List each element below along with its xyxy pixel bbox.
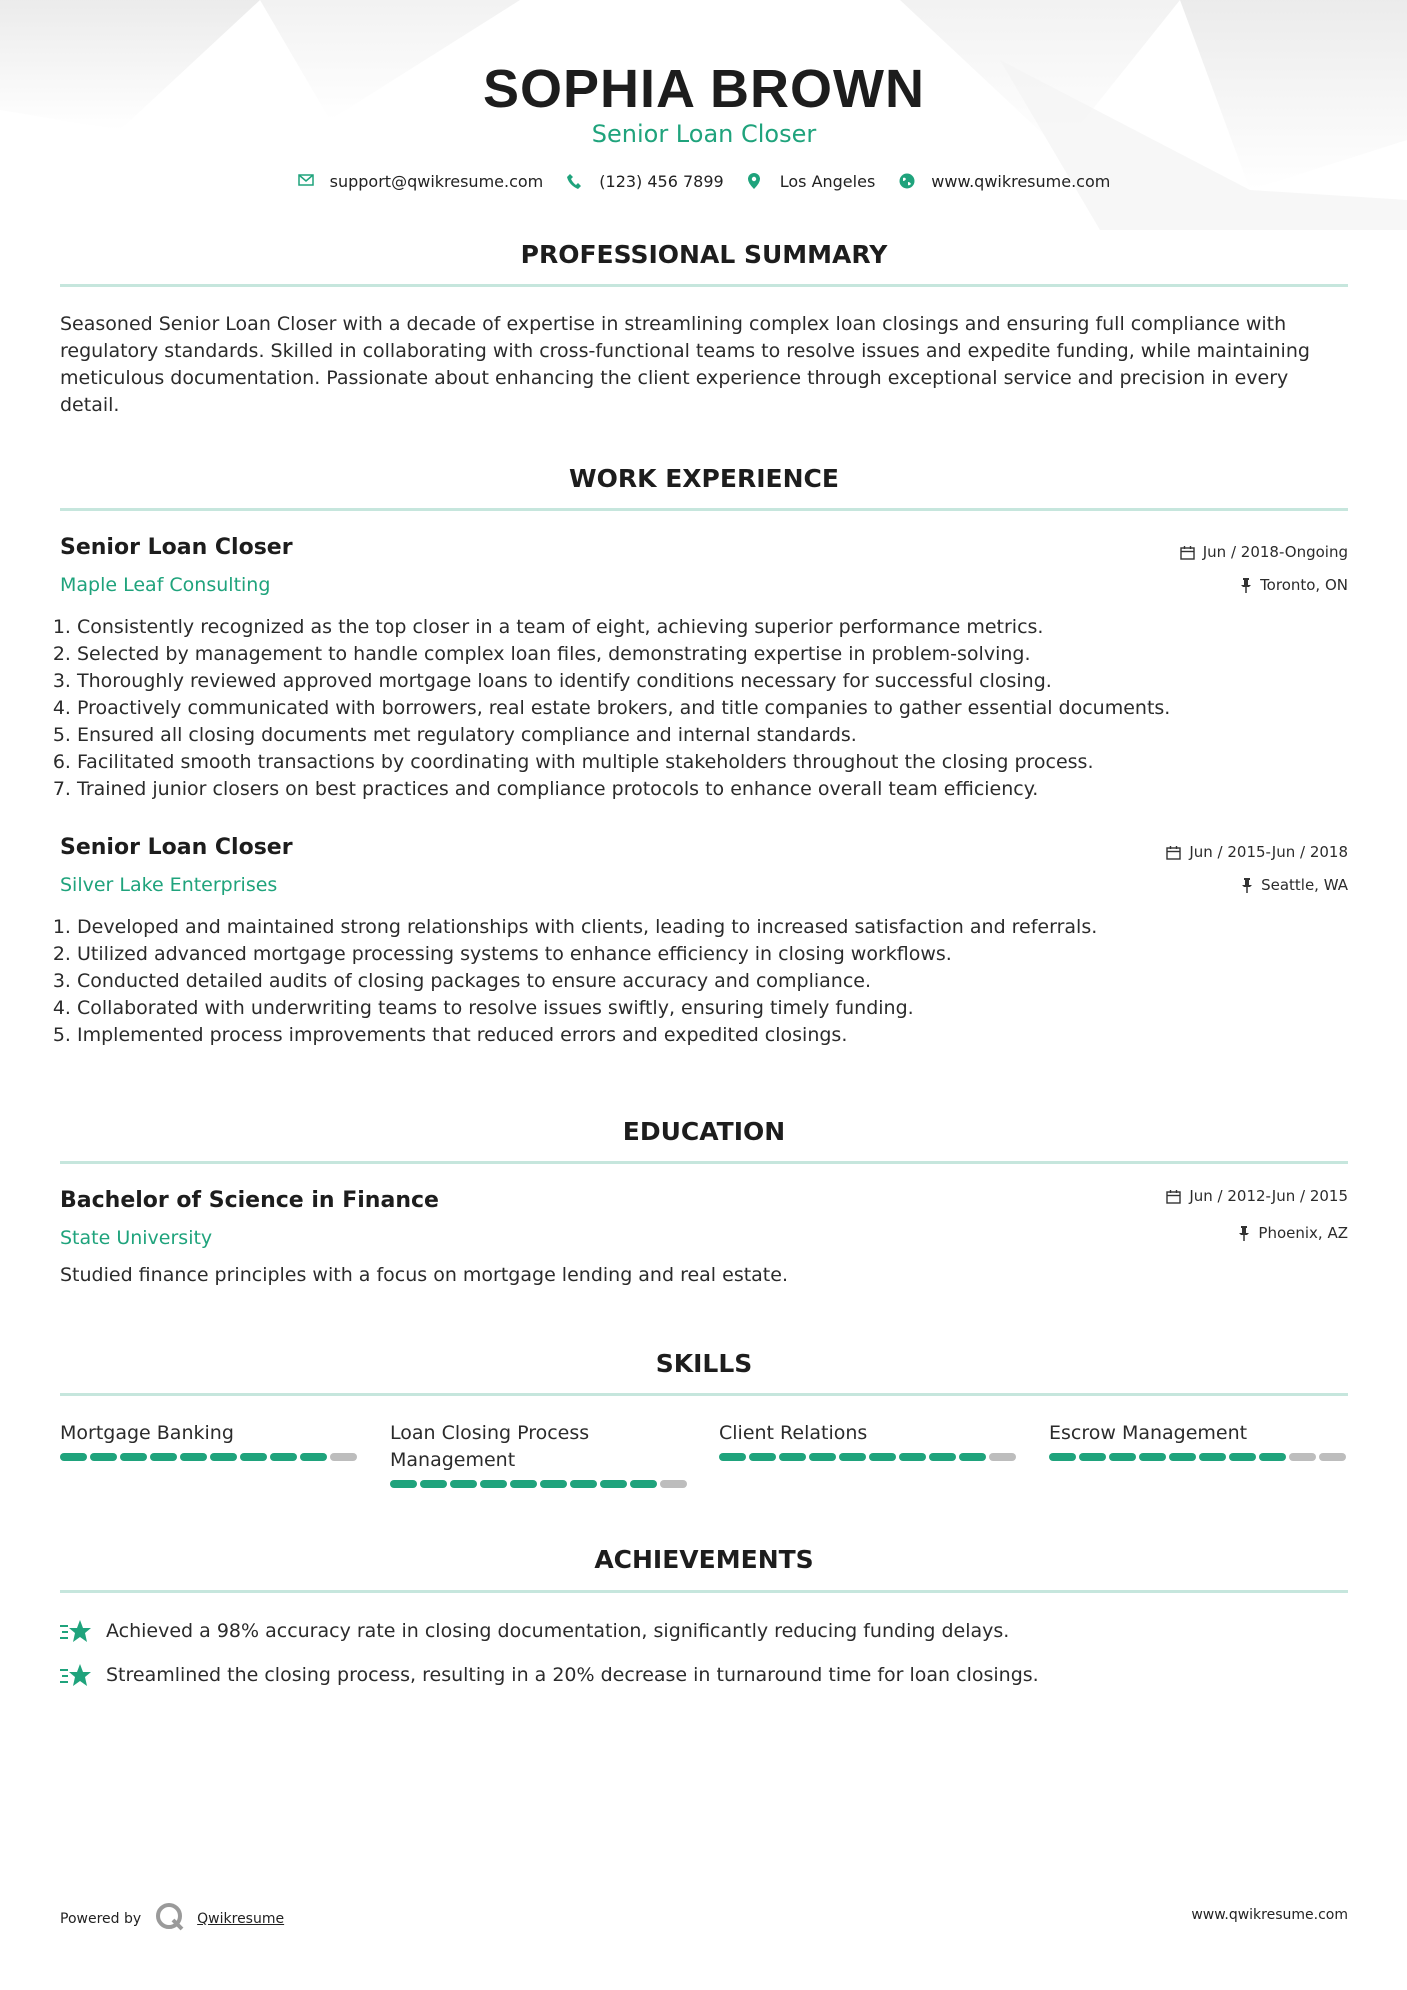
globe-icon	[899, 173, 917, 191]
skill-level-segment	[150, 1453, 177, 1461]
skill-level-bar	[1049, 1453, 1349, 1461]
skill-level-segment	[1079, 1453, 1106, 1461]
list-item: 1. Developed and maintained strong relationships with clients, leading to increased satisfaction and referrals.	[77, 914, 1347, 941]
skill-item	[719, 1420, 1019, 1461]
education-location-text: Phoenix, AZ	[1258, 1224, 1348, 1242]
experience-heading: WORK EXPERIENCE	[569, 464, 839, 493]
job-date	[1166, 843, 1348, 861]
skill-level-segment	[899, 1453, 926, 1461]
skill-level-segment	[60, 1453, 87, 1461]
skill-name: Client Relations	[719, 1422, 868, 1444]
skill-level-segment	[1289, 1453, 1316, 1461]
skill-level-segment	[929, 1453, 956, 1461]
qwikresume-logo-icon	[155, 1902, 185, 1936]
website-text: www.qwikresume.com	[931, 172, 1111, 191]
skills-divider	[60, 1393, 1348, 1396]
achievement-text: Streamlined the closing process, resulting in a 20% decrease in turnaround time for loan closings.	[106, 1664, 1039, 1686]
skill-level-segment	[600, 1480, 627, 1488]
job-location	[1241, 876, 1348, 894]
skill-level-segment	[1109, 1453, 1136, 1461]
map-pin-icon	[748, 173, 766, 191]
achievement-text: Achieved a 98% accuracy rate in closing documentation, significantly reducing funding delays.	[106, 1620, 1010, 1642]
candidate-role: Senior Loan Closer	[591, 120, 817, 148]
powered-by-label: Powered by	[60, 1911, 142, 1927]
job-date	[1180, 543, 1348, 561]
skill-level-segment	[510, 1480, 537, 1488]
education-date-text: Jun / 2012-Jun / 2015	[1189, 1187, 1348, 1205]
skill-level-segment	[570, 1480, 597, 1488]
skill-level-segment	[1049, 1453, 1076, 1461]
location-text: Los Angeles	[779, 172, 876, 191]
list-item: 4. Collaborated with underwriting teams to resolve issues swiftly, ensuring timely funding.	[77, 995, 1347, 1022]
skill-level-segment	[540, 1480, 567, 1488]
job-responsibilities	[60, 914, 1347, 1049]
calendar-icon	[1180, 545, 1195, 560]
skill-level-segment	[300, 1453, 327, 1461]
list-item: 4. Proactively communicated with borrowers, real estate brokers, and title companies to gather essential documents.	[77, 695, 1347, 722]
education-description: Studied finance principles with a focus on mortgage lending and real estate.	[60, 1264, 788, 1286]
list-item: 6. Facilitated smooth transactions by coordinating with multiple stakeholders throughout the closing process.	[77, 749, 1347, 776]
list-item: 3. Thoroughly reviewed approved mortgage loans to identify conditions necessary for successful closing.	[77, 668, 1347, 695]
skill-level-segment	[330, 1453, 357, 1461]
list-item: 5. Ensured all closing documents met regulatory compliance and internal standards.	[77, 722, 1347, 749]
list-item: 1. Consistently recognized as the top closer in a team of eight, achieving superior performance metrics.	[77, 614, 1347, 641]
job-location	[1240, 576, 1348, 594]
skill-level-segment	[959, 1453, 986, 1461]
job-title: Senior Loan Closer	[60, 835, 293, 860]
skill-level-segment	[869, 1453, 896, 1461]
job-location-text: Seattle, WA	[1261, 876, 1348, 894]
skill-level-segment	[210, 1453, 237, 1461]
calendar-icon	[1166, 1189, 1181, 1204]
brand-link[interactable]: Qwikresume	[197, 1911, 285, 1927]
skill-level-segment	[1199, 1453, 1226, 1461]
skill-level-bar	[719, 1453, 1019, 1461]
job-date-text: Jun / 2015-Jun / 2018	[1189, 843, 1348, 861]
skill-level-segment	[120, 1453, 147, 1461]
skill-level-segment	[779, 1453, 806, 1461]
skill-level-segment	[1139, 1453, 1166, 1461]
pushpin-icon	[1240, 578, 1252, 593]
pushpin-icon	[1238, 1226, 1250, 1241]
envelope-icon	[298, 173, 316, 191]
education-degree: Bachelor of Science in Finance	[60, 1188, 439, 1213]
skill-level-segment	[1259, 1453, 1286, 1461]
list-item: 7. Trained junior closers on best practices and compliance protocols to enhance overall team efficiency.	[77, 776, 1347, 803]
job-responsibilities	[60, 614, 1347, 803]
skill-level-segment	[719, 1453, 746, 1461]
skills-heading: SKILLS	[655, 1349, 753, 1378]
skill-item	[60, 1420, 360, 1461]
skill-level-segment	[809, 1453, 836, 1461]
calendar-icon	[1166, 845, 1181, 860]
star-badge-icon	[60, 1662, 92, 1688]
pushpin-icon	[1241, 878, 1253, 893]
education-divider	[60, 1161, 1348, 1164]
skill-level-segment	[90, 1453, 117, 1461]
skill-level-segment	[480, 1480, 507, 1488]
achievements-heading: ACHIEVEMENTS	[594, 1545, 814, 1574]
skill-name: Mortgage Banking	[60, 1422, 234, 1444]
skill-level-segment	[749, 1453, 776, 1461]
skill-name: Escrow Management	[1049, 1422, 1248, 1444]
contact-bar	[60, 172, 1348, 191]
education-school: State University	[60, 1227, 213, 1249]
skill-level-segment	[240, 1453, 267, 1461]
list-item: 5. Implemented process improvements that reduced errors and expedited closings.	[77, 1022, 1347, 1049]
footer-website[interactable]: www.qwikresume.com	[1191, 1907, 1348, 1923]
job-company: Maple Leaf Consulting	[60, 574, 271, 596]
skill-level-segment	[390, 1480, 417, 1488]
achievements-divider	[60, 1590, 1348, 1593]
star-badge-icon	[60, 1618, 92, 1644]
skill-level-segment	[420, 1480, 447, 1488]
email-text: support@qwikresume.com	[329, 172, 544, 191]
skill-level-segment	[450, 1480, 477, 1488]
achievement-item	[60, 1662, 1039, 1688]
skill-level-segment	[270, 1453, 297, 1461]
education-heading: EDUCATION	[622, 1117, 786, 1146]
contact-email[interactable]	[298, 172, 544, 191]
footer-powered-by	[60, 1902, 284, 1936]
resume-page	[60, 0, 1348, 1990]
skill-level-segment	[1319, 1453, 1346, 1461]
skill-level-segment	[989, 1453, 1016, 1461]
contact-website[interactable]	[899, 172, 1110, 191]
list-item: 3. Conducted detailed audits of closing packages to ensure accuracy and compliance.	[77, 968, 1347, 995]
education-date	[1166, 1187, 1348, 1205]
skill-level-bar	[60, 1453, 360, 1461]
skill-item	[390, 1420, 690, 1488]
contact-phone[interactable]	[567, 172, 723, 191]
job-company: Silver Lake Enterprises	[60, 874, 278, 896]
candidate-name: SOPHIA BROWN	[483, 59, 925, 119]
skill-level-segment	[660, 1480, 687, 1488]
phone-text: (123) 456 7899	[599, 172, 724, 191]
job-date-text: Jun / 2018-Ongoing	[1202, 543, 1348, 561]
job-title: Senior Loan Closer	[60, 535, 293, 560]
experience-divider	[60, 508, 1348, 511]
skill-item	[1049, 1420, 1349, 1461]
summary-heading: PROFESSIONAL SUMMARY	[520, 240, 888, 269]
skill-level-segment	[180, 1453, 207, 1461]
summary-divider	[60, 284, 1348, 287]
phone-icon	[567, 173, 585, 191]
contact-location	[748, 172, 876, 191]
summary-text: Seasoned Senior Loan Closer with a decade of expertise in streamlining complex loan closings and ensuring full compliance with regulatory standards. Skilled in collaborating with cross-functional teams to resolve issues and expedite funding, while maintaining meticulous documentation. Passionate about enhancing the client experience through exceptional service and precision in every detail.	[60, 313, 1310, 416]
education-location	[1238, 1224, 1348, 1242]
skill-level-segment	[630, 1480, 657, 1488]
skill-name: Loan Closing Process Management	[390, 1422, 590, 1471]
job-location-text: Toronto, ON	[1260, 576, 1348, 594]
list-item: 2. Selected by management to handle complex loan files, demonstrating expertise in problem-solving.	[77, 641, 1347, 668]
skill-level-bar	[390, 1480, 690, 1488]
achievement-item	[60, 1618, 1009, 1644]
skill-level-segment	[1229, 1453, 1256, 1461]
list-item: 2. Utilized advanced mortgage processing systems to enhance efficiency in closing workflows.	[77, 941, 1347, 968]
skill-level-segment	[839, 1453, 866, 1461]
skill-level-segment	[1169, 1453, 1196, 1461]
